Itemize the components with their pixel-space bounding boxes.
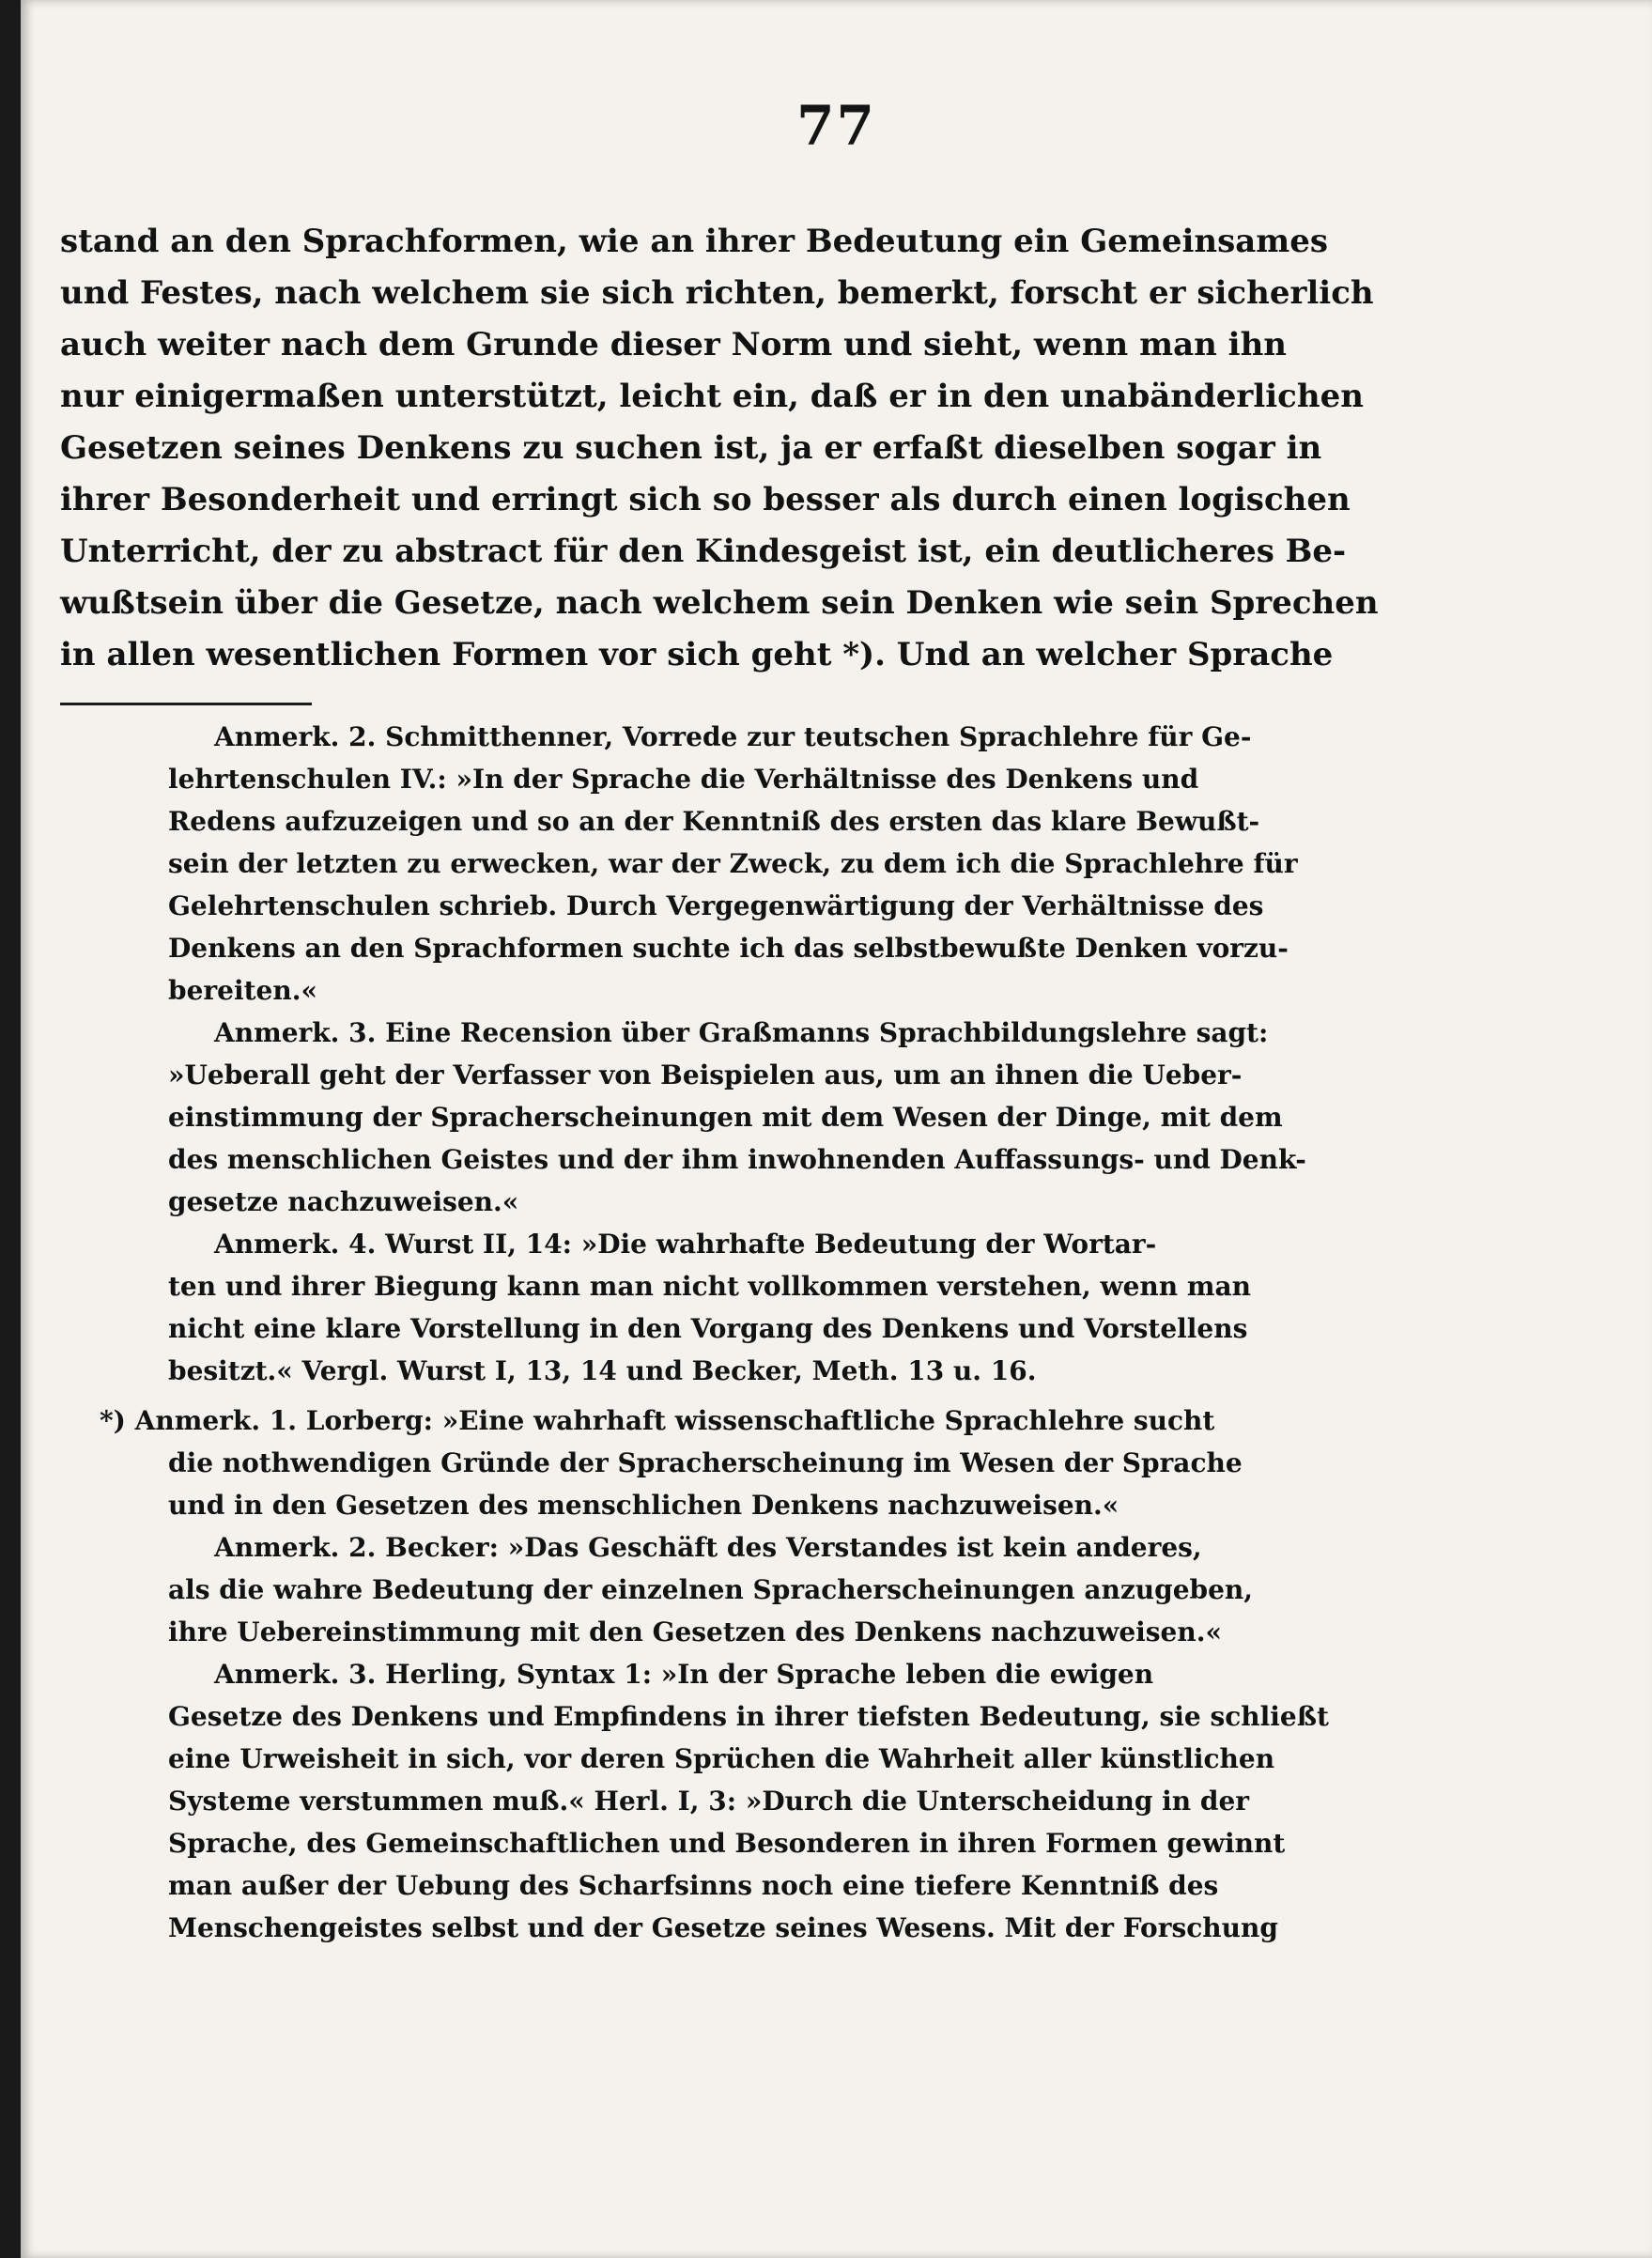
footnote-line: Anmerk. 3. Herling, Syntax 1: »In der Sprache leben die ewigen	[214, 1659, 1154, 1690]
footnote-line: Anmerk. 2. Becker: »Das Geschäft des Verstandes ist kein anderes,	[214, 1532, 1202, 1563]
book-page	[21, 0, 1652, 2258]
text-line: Unterricht, der zu abstract für den Kindesgeist ist, ein deutlicheres Be-	[60, 533, 1347, 570]
footnote-line: einstimmung der Spracherscheinungen mit dem Wesen der Dinge, mit dem	[168, 1102, 1283, 1133]
text-line: nur einigermaßen unterstützt, leicht ein, daß er in den unabänderlichen	[60, 378, 1364, 415]
footnote-line: und in den Gesetzen des menschlichen Denkens nachzuweisen.«	[168, 1490, 1119, 1521]
footnote-line: ihre Uebereinstimmung mit den Gesetzen des Denkens nachzuweisen.«	[168, 1616, 1222, 1647]
footnote-line: des menschlichen Geistes und der ihm inwohnenden Auffassungs- und Denk-	[168, 1144, 1306, 1175]
footnote-line: als die wahre Bedeutung der einzelnen Spracherscheinungen anzugeben,	[168, 1574, 1254, 1605]
footnote-line: lehrtenschulen IV.: »In der Sprache die Verhältnisse des Denkens und	[168, 764, 1199, 795]
text-line: wußtsein über die Gesetze, nach welchem sein Denken wie sein Sprechen	[60, 584, 1379, 622]
footnote-line: Anmerk. 4. Wurst II, 14: »Die wahrhafte Bedeutung der Wortar-	[214, 1229, 1157, 1260]
footnote-line: eine Urweisheit in sich, vor deren Sprüchen die Wahrheit aller künstlichen	[168, 1743, 1275, 1774]
footnote-line: Redens aufzuzeigen und so an der Kenntniß des ersten das klare Bewußt-	[168, 806, 1260, 837]
footnote-star	[60, 1400, 1531, 1949]
footnote-line: gesetze nachzuweisen.«	[168, 1186, 519, 1217]
footnote-line: bereiten.«	[168, 975, 317, 1006]
footnote-line: sein der letzten zu erwecken, war der Zweck, zu dem ich die Sprachlehre für	[168, 848, 1298, 879]
footnote-line: Systeme verstummen muß.« Herl. I, 3: »Durch die Unterscheidung in der	[168, 1786, 1250, 1817]
footnote-rule	[60, 703, 312, 705]
footnote-line: die nothwendigen Gründe der Spracherscheinung im Wesen der Sprache	[168, 1447, 1243, 1478]
text-line: ihrer Besonderheit und erringt sich so besser als durch einen logischen	[60, 481, 1351, 518]
text-line: stand an den Sprachformen, wie an ihrer Bedeutung ein Gemeinsames	[60, 223, 1329, 260]
text-line: und Festes, nach welchem sie sich richten, bemerkt, forscht er sicherlich	[60, 274, 1374, 312]
footnote-line: besitzt.« Vergl. Wurst I, 13, 14 und Becker, Meth. 13 u. 16.	[168, 1355, 1037, 1386]
main-text	[60, 216, 1531, 681]
text-line: auch weiter nach dem Grunde dieser Norm und sieht, wenn man ihn	[60, 326, 1288, 363]
text-line: in allen wesentlichen Formen vor sich geht *). Und an welcher Sprache	[60, 636, 1334, 673]
footnote-line: Sprache, des Gemeinschaftlichen und Besonderen in ihren Formen gewinnt	[168, 1828, 1286, 1859]
footnote-line: Anmerk. 3. Eine Recension über Graßmanns Sprachbildungslehre sagt:	[214, 1017, 1269, 1048]
footnote-line: Gesetze des Denkens und Empfindens in ihrer tiefsten Bedeutung, sie schließt	[168, 1701, 1329, 1732]
footnotes-continued	[60, 716, 1531, 1392]
footnote-line: Gelehrtenschulen schrieb. Durch Vergegenwärtigung der Verhältnisse des	[168, 890, 1264, 921]
page-number: 77	[796, 94, 876, 158]
footnote-line: ten und ihrer Biegung kann man nicht vollkommen verstehen, wenn man	[168, 1271, 1252, 1302]
footnote-line: *) Anmerk. 1. Lorberg: »Eine wahrhaft wissenschaftliche Sprachlehre sucht	[100, 1405, 1215, 1436]
footnote-line: Anmerk. 2. Schmitthenner, Vorrede zur teutschen Sprachlehre für Ge-	[214, 721, 1252, 752]
text-line: Gesetzen seines Denkens zu suchen ist, ja er erfaßt dieselben sogar in	[60, 429, 1322, 467]
footnote-line: Denkens an den Sprachformen suchte ich das selbstbewußte Denken vorzu-	[168, 933, 1289, 964]
footnote-line: Menschengeistes selbst und der Gesetze seines Wesens. Mit der Forschung	[168, 1912, 1278, 1943]
footnote-line: nicht eine klare Vorstellung in den Vorgang des Denkens und Vorstellens	[168, 1313, 1248, 1344]
footnote-line: man außer der Uebung des Scharfsinns noch eine tiefere Kenntniß des	[168, 1870, 1219, 1901]
footnote-line: »Ueberall geht der Verfasser von Beispielen aus, um an ihnen die Ueber-	[168, 1059, 1243, 1090]
